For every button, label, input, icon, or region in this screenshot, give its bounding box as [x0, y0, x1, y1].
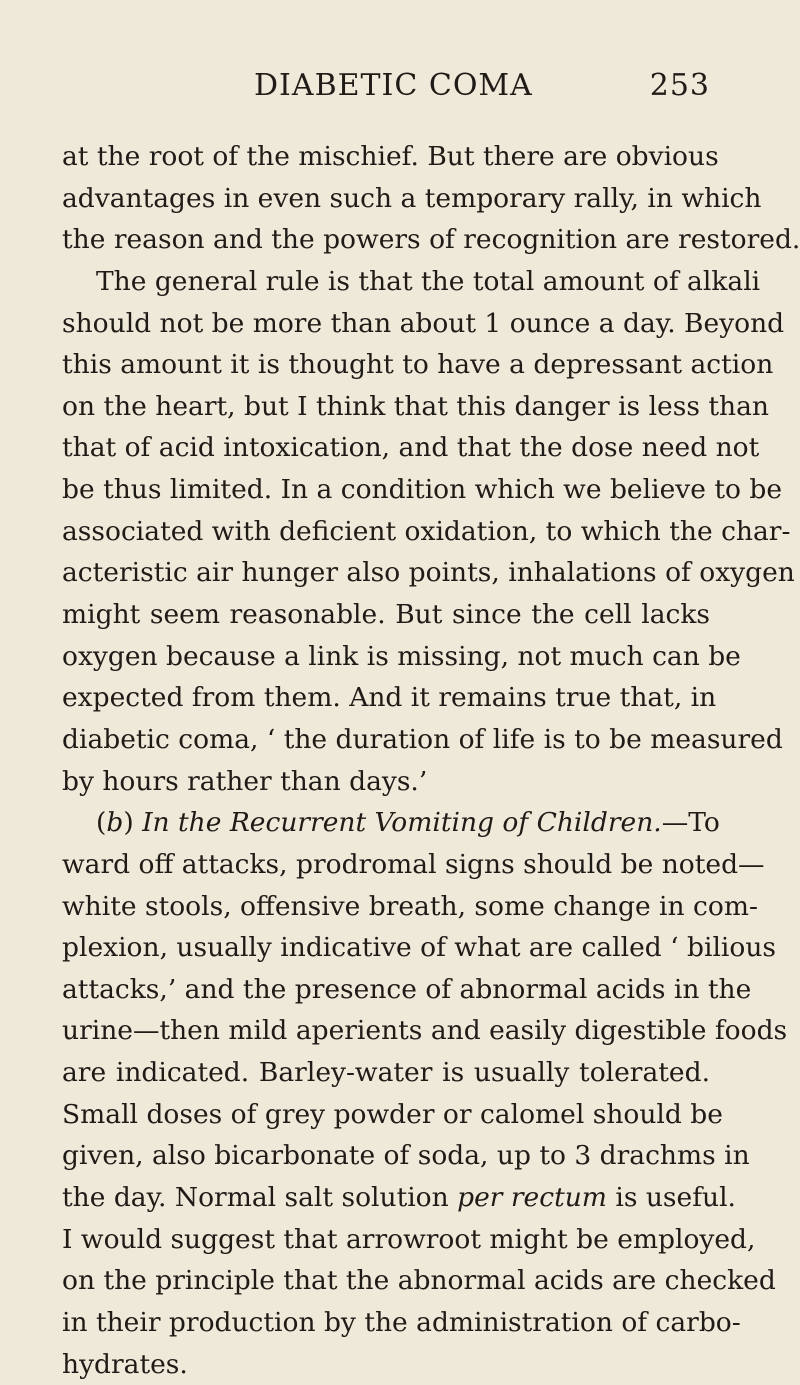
- text-line: diabetic coma, ‘ the duration of life is to be measured: [62, 723, 783, 755]
- latin-phrase: per rectum: [457, 1182, 607, 1214]
- text-line: in their production by the administration of carbo-: [62, 1306, 741, 1338]
- paren-close: ): [123, 807, 143, 839]
- section-letter: b: [106, 807, 124, 839]
- latin-phrase-line: [62, 1177, 736, 1219]
- text-line: white stools, offensive breath, some change in com-: [62, 890, 758, 922]
- latin-line-after: is useful.: [606, 1182, 736, 1214]
- text-line: at the root of the mischief. But there are obvious: [62, 141, 719, 172]
- section-heading-line: [62, 802, 720, 844]
- section-heading-rest: —To: [661, 807, 720, 839]
- page-header: [254, 68, 710, 108]
- text-line: urine—then mild aperients and easily digestible foods: [62, 1015, 788, 1047]
- text-line: ward off attacks, prodromal signs should be noted—: [62, 848, 765, 880]
- text-line: advantages in even such a temporary rally, in which: [62, 182, 762, 214]
- page-number: 253: [649, 68, 710, 103]
- paren-open: (: [96, 807, 107, 839]
- text-line: by hours rather than days.’: [62, 765, 428, 797]
- text-line: given, also bicarbonate of soda, up to 3 drachms in: [62, 1140, 750, 1172]
- latin-line-before: the day. Normal salt solution: [62, 1182, 458, 1214]
- text-line: on the principle that the abnormal acids are checked: [62, 1265, 776, 1297]
- section-heading: In the Recurrent Vomiting of Children.: [142, 807, 662, 839]
- text-line: I would suggest that arrowroot might be employed,: [62, 1223, 756, 1255]
- text-line: Small doses of grey powder or calomel should be: [62, 1098, 723, 1130]
- text-line: oxygen because a link is missing, not much can be: [62, 640, 741, 672]
- text-line: should not be more than about 1 ounce a day. Beyond: [62, 307, 785, 339]
- text-line: the reason and the powers of recognition are restored.: [62, 224, 800, 256]
- text-line: expected from them. And it remains true that, in: [62, 682, 717, 714]
- text-line: plexion, usually indicative of what are called ‘ bilious: [62, 932, 777, 964]
- text-line: attacks,’ and the presence of abnormal acids in the: [62, 973, 752, 1005]
- text-line: this amount it is thought to have a depressant action: [62, 349, 774, 381]
- text-line: The general rule is that the total amount of alkali: [96, 265, 761, 297]
- text-line: associated with deficient oxidation, to which the char-: [62, 515, 791, 547]
- running-title: DIABETIC COMA: [254, 68, 533, 103]
- text-line: be thus limited. In a condition which we believe to be: [62, 474, 783, 506]
- text-line: that of acid intoxication, and that the dose need not: [62, 432, 760, 464]
- text-line: are indicated. Barley-water is usually tolerated.: [62, 1057, 710, 1089]
- body-text: [62, 136, 800, 1385]
- text-line: might seem reasonable. But since the cell lacks: [62, 599, 710, 631]
- text-line: hydrates.: [62, 1348, 188, 1380]
- text-line: on the heart, but I think that this danger is less than: [62, 390, 769, 422]
- text-line: acteristic air hunger also points, inhalations of oxygen: [62, 557, 795, 589]
